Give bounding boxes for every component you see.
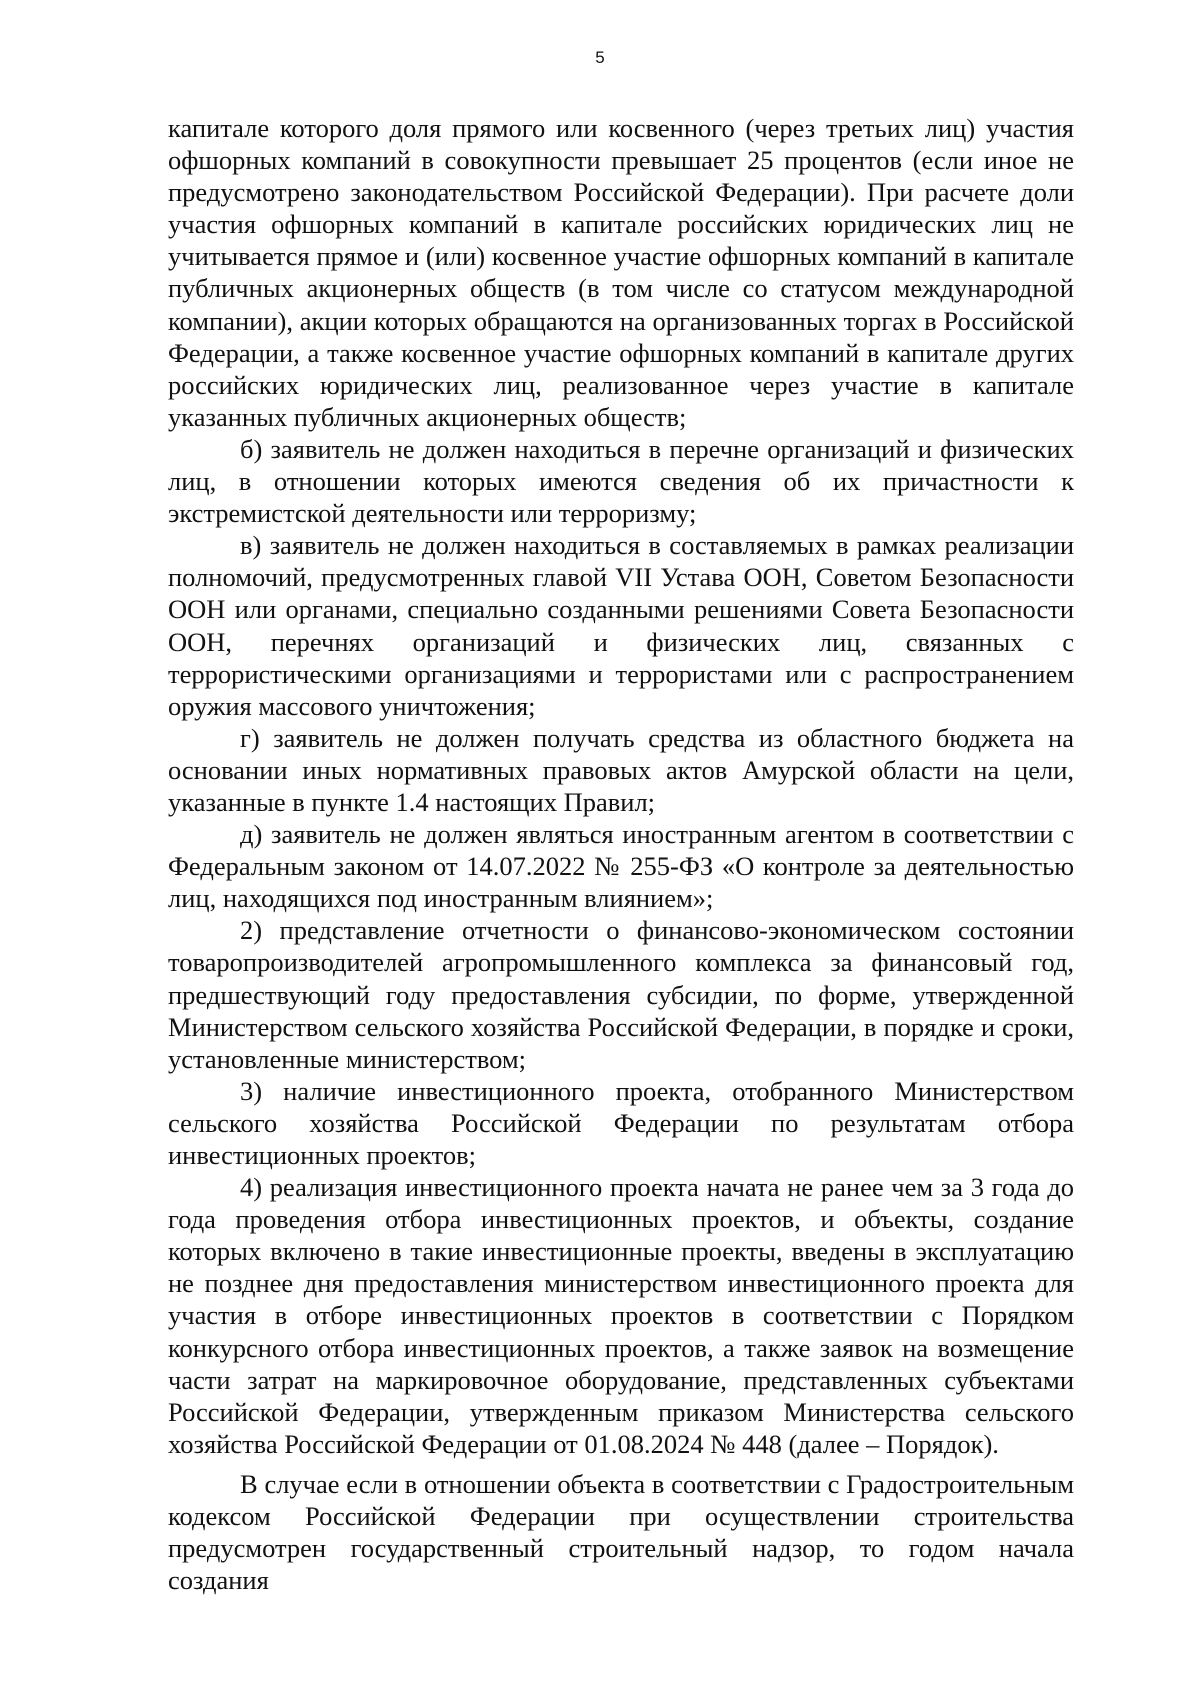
paragraph-item-b: б) заявитель не должен находиться в перечне организаций и физических лиц, в отношении которых имеются сведения об их причастности к экстремистской деятельности или терроризму; [168,433,1074,529]
paragraph-item-d: д) заявитель не должен являться иностранным агентом в соответствии с Федеральным законом от 14.07.2022 № 255-ФЗ «О контроле за деятельностью лиц, находящихся под иностранным влиянием»; [168,819,1074,914]
document-body [168,112,1074,1596]
paragraph-item-4: 4) реализация инвестиционного проекта начата не ранее чем за 3 года до года проведения отбора инвестиционных проектов, и объекты, создание которых включено в такие инвестиционные проекты, введены в эксплуатацию не позднее дня предоставления министерством инвестиционного проекта для участия в отборе инвестиционных проектов в соответствии с Порядком конкурсного отбора инвестиционных проектов, а также заявок на возмещение части затрат на маркировочное оборудование, представленных субъектами Российской Федерации, утвержденным приказом Министерства сельского хозяйства Российской Федерации от 01.08.2024 № 448 (далее – Порядок). [168,1172,1074,1459]
paragraph-item-2: 2) представление отчетности о финансово-экономическом состоянии товаропроизводителей агропромышленного комплекса за финансовый год, предшествующий году предоставления субсидии, по форме, утвержденной Министерством сельского хозяйства Российской Федерации, в порядке и сроки, установленные министерством; [168,915,1074,1074]
paragraph-construction-case: В случае если в отношении объекта в соответствии с Градостроительным кодексом Российской Федерации при осуществлении строительства предусмотрен государственный строительный надзор, то годом начала создания [168,1468,1074,1596]
paragraph-continuation: капитале которого доля прямого или косвенного (через третьих лиц) участия офшорных компаний в совокупности превышает 25 процентов (если иное не предусмотрено законодательством Российской Федерации). При расчете доли участия офшорных компаний в капитале российских юридических лиц не учитывается прямое и (или) косвенное участие офшорных компаний в капитале публичных акционерных обществ (в том числе со статусом международной компании), акции которых обращаются на организованных торгах в Российской Федерации, а также косвенное участие офшорных компаний в капитале других российских юридических лиц, реализованное через участие в капитале указанных публичных акционерных обществ; [168,113,1074,432]
paragraph-item-3: 3) наличие инвестиционного проекта, отобранного Министерством сельского хозяйства Российской Федерации по результатам отбора инвестиционных проектов; [168,1075,1074,1170]
page-number: 5 [595,48,605,67]
paragraph-item-v: в) заявитель не должен находиться в составляемых в рамках реализации полномочий, предусмотренных главой VII Устава ООН, Советом Безопасности ООН или органами, специально созданными решениями Совета Безопасности ООН, перечнях организаций и физических лиц, связанных с террористическими организациями и террористами или с распространением оружия массового уничтожения; [168,530,1074,721]
paragraph-item-g: г) заявитель не должен получать средства из областного бюджета на основании иных нормативных правовых актов Амурской области на цели, указанные в пункте 1.4 настоящих Правил; [168,722,1074,817]
